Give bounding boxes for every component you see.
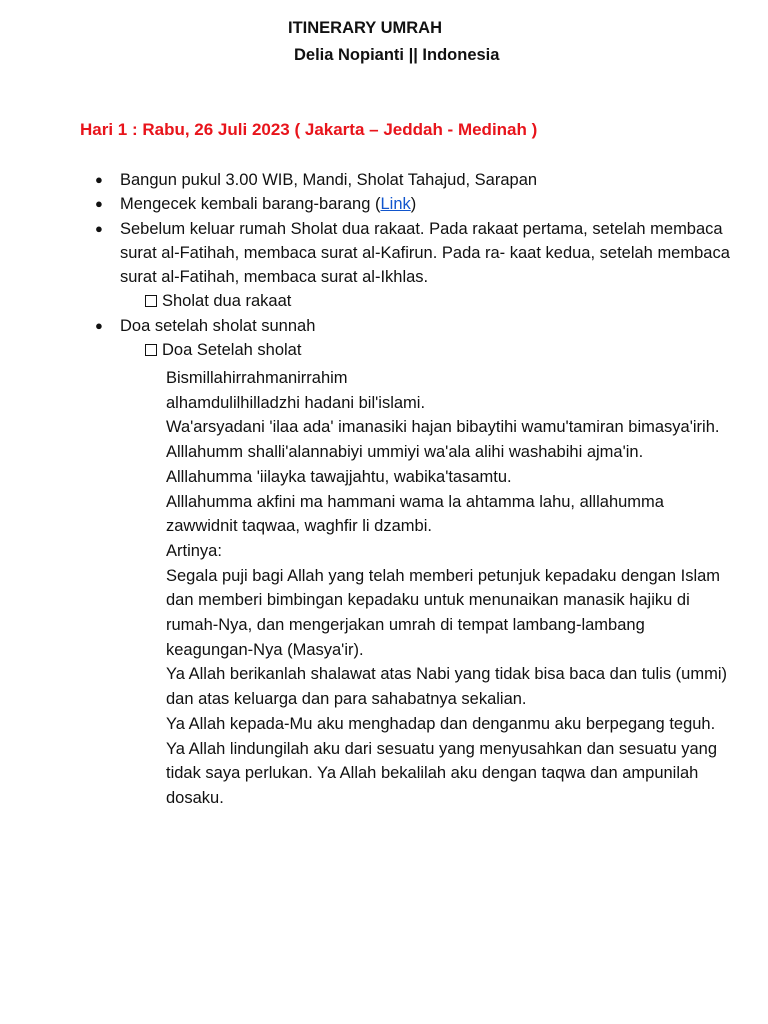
- checkbox-item: [0, 338, 768, 362]
- list-item-text: Mengecek kembali barang-barang (: [120, 195, 381, 214]
- document-title: ITINERARY UMRAH: [288, 19, 443, 37]
- prayer-line: Ya Allah berikanlah shalawat atas Nabi yang tidak bisa baca dan tulis (ummi) dan atas keluarga dan para sahabatnya sekalian.: [166, 665, 727, 709]
- checklist-link[interactable]: Link: [380, 195, 411, 214]
- prayer-line: Wa'arsyadani 'ilaa ada' imanasiki hajan bibaytihi wamu'tamiran bimasya'irih.: [166, 418, 720, 437]
- list-item-text: Sebelum keluar rumah Sholat dua rakaat. Pada rakaat pertama, setelah membaca surat al-Fatihah, membaca surat al-Kafirun. Pada ra- kaat kedua, setelah membaca surat al-Fatihah, membaca surat al-Ikhlas.: [120, 219, 730, 287]
- list-item-text: Doa setelah sholat sunnah: [120, 316, 316, 335]
- list-item: [0, 168, 740, 192]
- checkbox-label: Doa Setelah sholat: [162, 341, 302, 360]
- prayer-line: Bismillahirrahmanirrahim: [166, 369, 348, 387]
- document-subtitle: Delia Nopianti || Indonesia: [294, 46, 500, 64]
- bullet-icon: ●: [95, 172, 103, 187]
- prayer-line: Ya Allah lindungilah aku dari sesuatu yang menyusahkan dan sesuatu yang tidak saya perlukan. Ya Allah bekalilah aku dengan taqwa dan ampunilah dosaku.: [166, 739, 717, 807]
- prayer-line: Segala puji bagi Allah yang telah memberi petunjuk kepadaku dengan Islam dan memberi bimbingan kepadaku untuk menunaikan manasik hajiku di rumah-Nya, dan mengerjakan umrah di tempat lambang-lambang keagungan-Nya (Masya'ir).: [166, 566, 721, 659]
- checkbox[interactable]: [145, 295, 157, 307]
- day-heading: Hari 1 : Rabu, 26 Juli 2023 ( Jakarta – Jeddah - Medinah ): [80, 120, 538, 139]
- list-item-text: Bangun pukul 3.00 WIB, Mandi, Sholat Tahajud, Sarapan: [120, 171, 538, 189]
- activity-list: [0, 168, 768, 362]
- checkbox-label: Sholat dua rakaat: [162, 292, 292, 311]
- prayer-text: [166, 366, 736, 811]
- list-item: [0, 314, 740, 338]
- prayer-line: Alllahumma akfini ma hammani wama la ahtamma lahu, alllahumma zawwidnit taqwaa, waghfir li dzambi.: [166, 492, 664, 536]
- list-item: [0, 192, 740, 216]
- bullet-icon: ●: [95, 220, 103, 236]
- bullet-icon: ●: [95, 196, 103, 212]
- prayer-line: Alllahumma 'iilayka tawajjahtu, wabika'tasamtu.: [166, 467, 512, 486]
- checkbox-item: [0, 289, 768, 313]
- prayer-line: Ya Allah kepada-Mu aku menghadap dan denganmu aku berpegang teguh.: [166, 714, 716, 733]
- list-item: [0, 217, 740, 290]
- list-item-text: ): [410, 195, 417, 214]
- checkbox[interactable]: [145, 344, 157, 356]
- prayer-line: Alllahumm shalli'alannabiyi ummiyi wa'ala alihi washabihi ajma'in.: [166, 443, 644, 462]
- bullet-icon: ●: [95, 317, 103, 333]
- prayer-line: Artinya:: [166, 541, 222, 560]
- prayer-line: alhamdulilhilladzhi hadani bil'islami.: [166, 393, 426, 412]
